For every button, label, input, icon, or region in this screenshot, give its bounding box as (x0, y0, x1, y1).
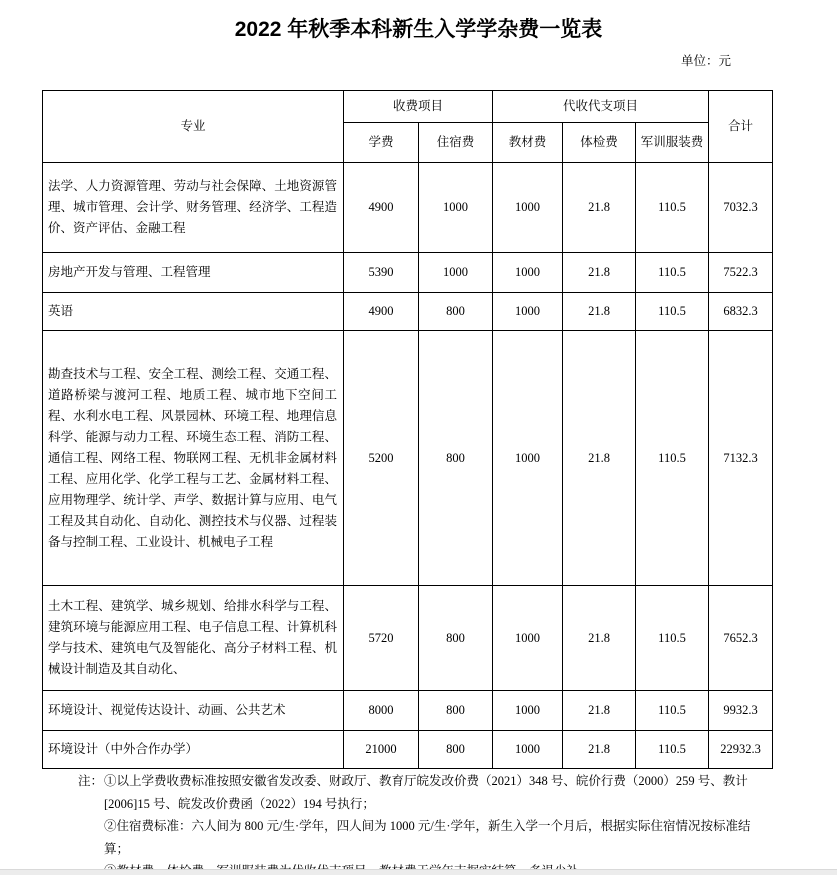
textbook-cell: 1000 (493, 731, 563, 769)
total-cell: 7652.3 (709, 586, 773, 691)
unit-label: 单位：元 (680, 54, 731, 68)
physical-cell: 21.8 (563, 731, 636, 769)
major-cell: 环境设计（中外合作办学） (43, 731, 344, 769)
textbook-cell: 1000 (493, 691, 563, 731)
military-cell: 110.5 (636, 331, 709, 586)
total-cell: 9932.3 (709, 691, 773, 731)
accommodation-cell: 1000 (419, 253, 493, 293)
accommodation-cell: 1000 (419, 163, 493, 253)
page-title: 2022 年秋季本科新生入学学杂费一览表 (234, 18, 603, 41)
major-cell: 英语 (43, 293, 344, 331)
military-cell: 110.5 (636, 691, 709, 731)
footnotes (78, 770, 768, 875)
header-tuition: 学费 (344, 123, 419, 163)
major-cell: 土木工程、建筑学、城乡规划、给排水科学与工程、建筑环境与能源应用工程、电子信息工程、计算机科学与技术、建筑电气及智能化、高分子材料工程、机械设计制造及其自动化、 (43, 586, 344, 691)
accommodation-cell: 800 (419, 331, 493, 586)
major-cell: 勘查技术与工程、安全工程、测绘工程、交通工程、道路桥梁与渡河工程、地质工程、城市地下空间工程、水利水电工程、风景园林、环境工程、地理信息科学、能源与动力工程、环境生态工程、消防工程、通信工程、网络工程、物联网工程、无机非金属材料工程、应用化学、化学工程与工艺、金属材料工程、应用物理学、统计学、声学、数据计算与应用、电气工程及其自动化、自动化、测控技术与仪器、过程装备与控制工程、工业设计、机械电子工程 (43, 331, 344, 586)
table-row (43, 691, 773, 731)
textbook-cell: 1000 (493, 586, 563, 691)
total-cell: 7032.3 (709, 163, 773, 253)
tuition-cell: 8000 (344, 691, 419, 731)
header-military: 军训服装费 (636, 123, 709, 163)
footnote-1: ①以上学费收费标准按照安徽省发改委、财政厅、教育厅皖发改价费（2021）348 号、皖价行费（2000）259 号、教计[2006]15 号、皖发改价费函（2022）194 号执行； (104, 774, 748, 811)
header-textbook: 教材费 (493, 123, 563, 163)
total-cell: 7132.3 (709, 331, 773, 586)
physical-cell: 21.8 (563, 331, 636, 586)
tuition-cell: 5390 (344, 253, 419, 293)
header-major: 专业 (43, 91, 344, 163)
physical-cell: 21.8 (563, 163, 636, 253)
total-cell: 6832.3 (709, 293, 773, 331)
tuition-cell: 4900 (344, 163, 419, 253)
table-row (43, 293, 773, 331)
accommodation-cell: 800 (419, 293, 493, 331)
footnotes-body (104, 770, 768, 875)
header-accommodation: 住宿费 (419, 123, 493, 163)
tuition-cell: 21000 (344, 731, 419, 769)
header-physical: 体检费 (563, 123, 636, 163)
major-cell: 房地产开发与管理、工程管理 (43, 253, 344, 293)
textbook-cell: 1000 (493, 253, 563, 293)
table-row (43, 163, 773, 253)
military-cell: 110.5 (636, 731, 709, 769)
header-collect-group: 代收代支项目 (493, 91, 709, 123)
accommodation-cell: 800 (419, 586, 493, 691)
military-cell: 110.5 (636, 586, 709, 691)
footnote-2: ②住宿费标准：六人间为 800 元/生·学年，四人间为 1000 元/生·学年，新生入学一个月后，根据实际住宿情况按标准结算； (104, 819, 751, 856)
table-row (43, 331, 773, 586)
textbook-cell: 1000 (493, 293, 563, 331)
fee-table (42, 90, 773, 769)
accommodation-cell: 800 (419, 691, 493, 731)
textbook-cell: 1000 (493, 331, 563, 586)
header-total: 合计 (709, 91, 773, 163)
total-cell: 22932.3 (709, 731, 773, 769)
major-cell: 法学、人力资源管理、劳动与社会保障、土地资源管理、城市管理、会计学、财务管理、经济学、工程造价、资产评估、金融工程 (43, 163, 344, 253)
table-row (43, 731, 773, 769)
table-row (43, 586, 773, 691)
military-cell: 110.5 (636, 293, 709, 331)
major-cell: 环境设计、视觉传达设计、动画、公共艺术 (43, 691, 344, 731)
footnotes-label: 注： (78, 774, 104, 788)
physical-cell: 21.8 (563, 586, 636, 691)
textbook-cell: 1000 (493, 163, 563, 253)
tuition-cell: 4900 (344, 293, 419, 331)
physical-cell: 21.8 (563, 293, 636, 331)
physical-cell: 21.8 (563, 253, 636, 293)
header-row-groups (43, 91, 773, 123)
tuition-cell: 5720 (344, 586, 419, 691)
accommodation-cell: 800 (419, 731, 493, 769)
physical-cell: 21.8 (563, 691, 636, 731)
table-row (43, 253, 773, 293)
tuition-cell: 5200 (344, 331, 419, 586)
total-cell: 7522.3 (709, 253, 773, 293)
header-fee-group: 收费项目 (344, 91, 493, 123)
military-cell: 110.5 (636, 253, 709, 293)
military-cell: 110.5 (636, 163, 709, 253)
page-bottom-edge (0, 869, 837, 875)
